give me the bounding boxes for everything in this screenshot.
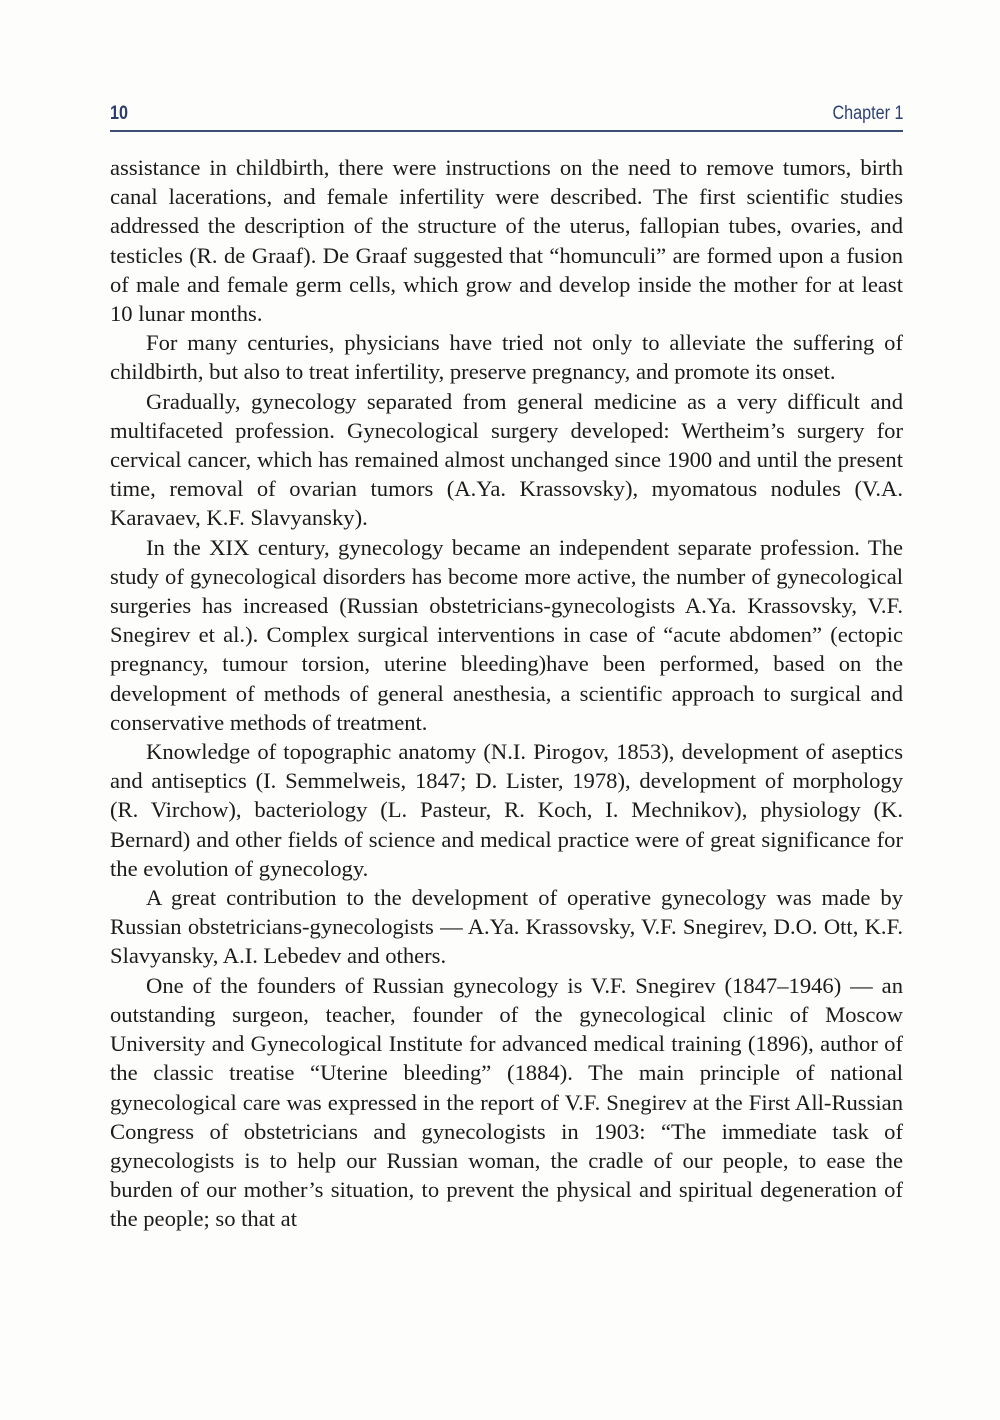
- paragraph: For many centuries, physicians have tried not only to alleviate the suffering of childbirth, but also to treat infertility, preserve pregnancy, and promote its onset.: [110, 330, 903, 385]
- paragraph: Knowledge of topographic anatomy (N.I. Pirogov, 1853), development of aseptics and antiseptics (I. Semmelweis, 1847; D. Lister, 1978), development of morphology (R. Virchow), bacteriology (L. Pasteur, R. Koch, I. Mechnikov), physiology (K. Bernard) and other fields of science and medical practice were of great significance for the evolution of gynecology.: [110, 739, 903, 881]
- paragraph: assistance in childbirth, there were instructions on the need to remove tumors, birth canal lacerations, and female infertility were described. The first scientific studies addressed the description of the structure of the uterus, fallopian tubes, ovaries, and testicles (R. de Graaf). De Graaf suggested that “homunculi” are formed upon a fusion of male and female germ cells, which grow and develop inside the mother for at least 10 lunar months.: [110, 155, 903, 327]
- paragraph: A great contribution to the development of operative gynecology was made by Russian obstetricians-gynecologists — A.Ya. Krassovsky, V.F. Snegirev, D.O. Ott, K.F. Slavyansky, A.I. Lebedev and others.: [110, 885, 903, 969]
- page-number: 10: [110, 103, 128, 124]
- page-header: [110, 100, 903, 132]
- running-head: Chapter 1: [832, 103, 903, 124]
- body-text: [110, 153, 903, 1234]
- paragraph: Gradually, gynecology separated from general medicine as a very difficult and multifaceted profession. Gynecological surgery developed: Wertheim’s surgery for cervical cancer, which has remained almost unchanged since 1900 and until the present time, removal of ovarian tumors (A.Ya. Krassovsky), myomatous nodules (V.A. Karavaev, K.F. Slavyansky).: [110, 388, 903, 531]
- paragraph: In the XIX century, gynecology became an independent separate profession. The study of gynecological disorders has become more active, the number of gynecological surgeries has increased (Russian obstetricians-gynecologists A.Ya. Krassovsky, V.F. Snegirev et al.). Complex surgical interventions in case of “acute abdomen” (ectopic pregnancy, tumour torsion, uterine bleeding)have been performed, based on the development of methods of general anesthesia, a scientific approach to surgical and conservative methods of treatment.: [110, 534, 903, 735]
- paragraph: One of the founders of Russian gynecology is V.F. Snegirev (1847–1946) — an outstanding surgeon, teacher, founder of the gynecological clinic of Moscow University and Gynecological Institute for advanced medical training (1896), author of the classic treatise “Uterine bleeding” (1884). The main principle of national gynecological care was expressed in the report of V.F. Snegirev at the First All-Russian Congress of obstetricians and gynecologists in 1903: “The immediate task of gynecologists is to help our Russian woman, the cradle of our people, to ease the burden of our mother’s situation, to prevent the physical and spiritual degeneration of the people; so that at: [110, 972, 903, 1232]
